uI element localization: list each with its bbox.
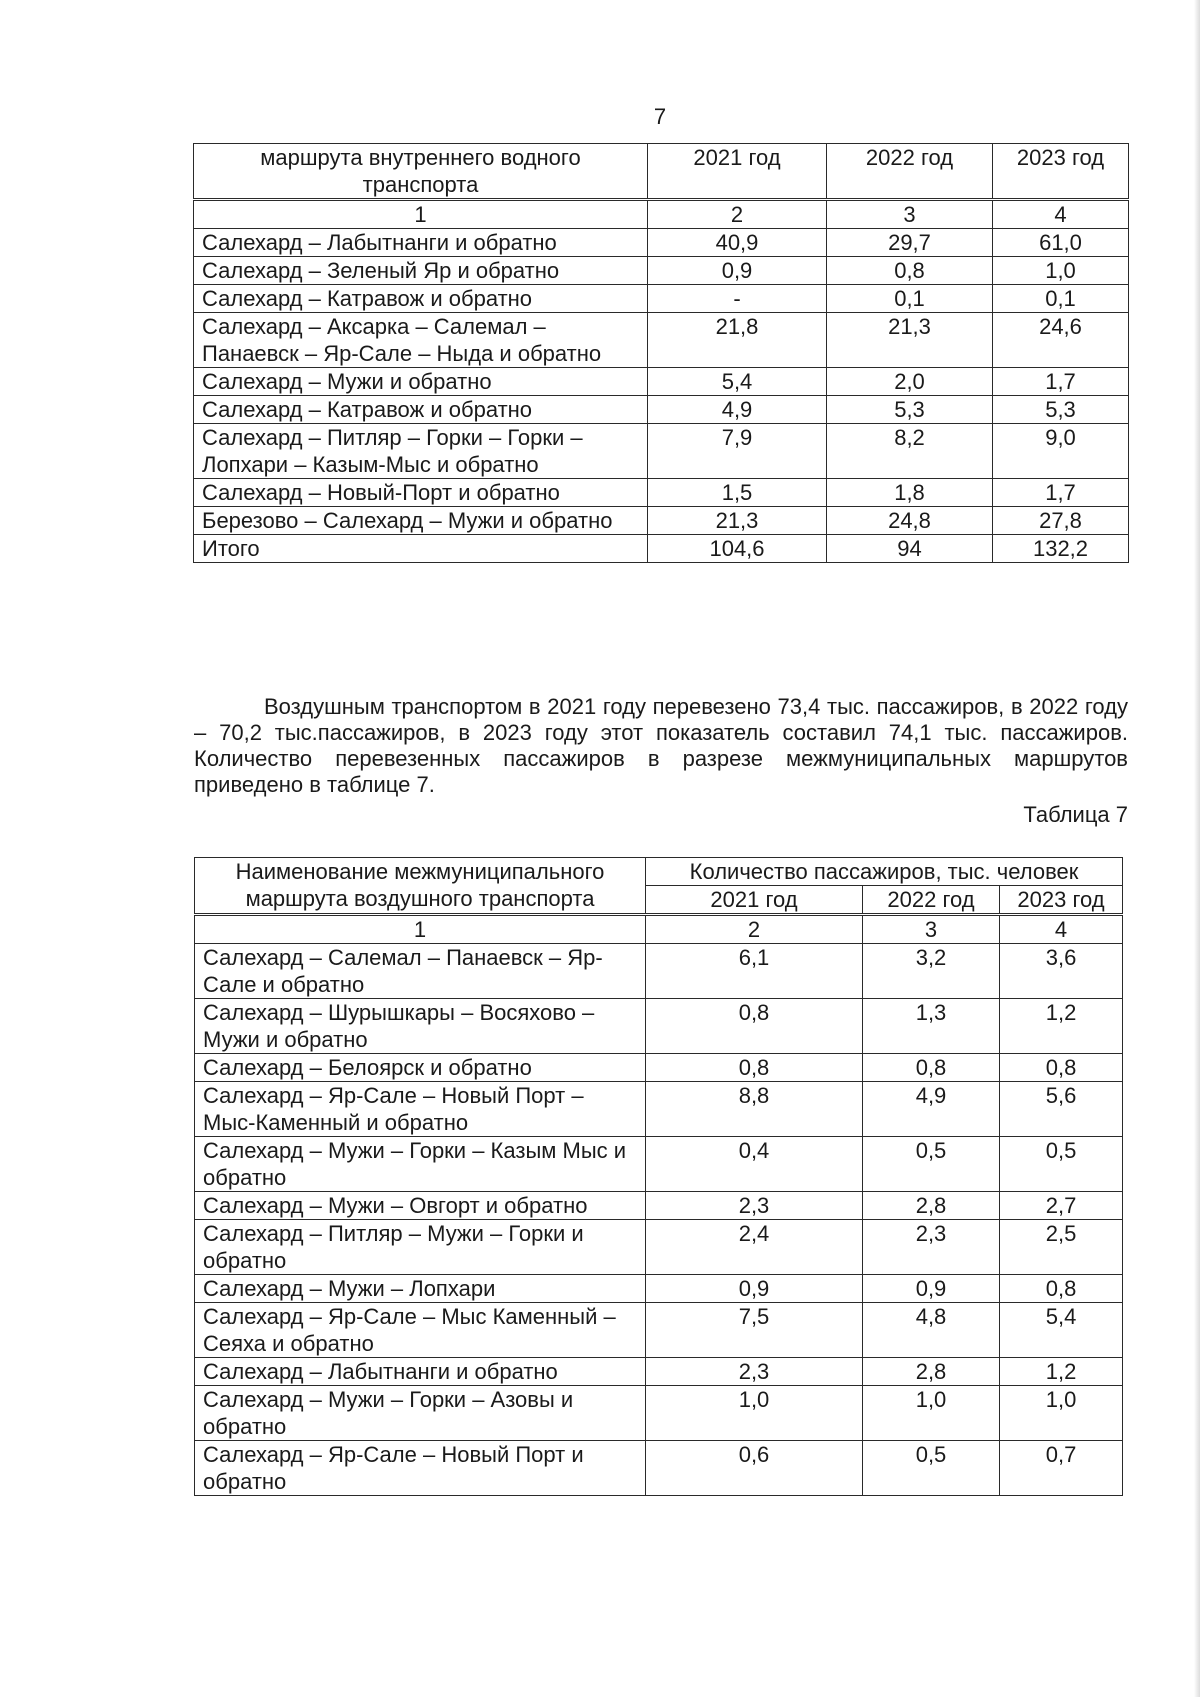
water-route-cell: Березово – Салехард – Мужи и обратно [194,507,648,535]
water-index-cell: 1 [194,200,648,229]
water-value-2021: - [648,285,827,313]
air-route-cell: Салехард – Мужи – Овгорт и обратно [195,1192,646,1220]
water-value-2023: 9,0 [993,424,1129,479]
water-index-cell: 3 [827,200,993,229]
water-value-2023: 27,8 [993,507,1129,535]
page-edge-shadow [1194,0,1200,1697]
air-value-2022: 0,9 [863,1275,1000,1303]
water-value-2022: 24,8 [827,507,993,535]
air-value-2022: 2,8 [863,1358,1000,1386]
air-value-2023: 3,6 [1000,944,1123,999]
water-value-2021: 5,4 [648,368,827,396]
air-route-cell: Салехард – Салемал – Панаевск – Яр-Сале и обратно [195,944,646,999]
air-value-2022: 0,5 [863,1441,1000,1496]
table-row [195,1054,1123,1082]
table-row [194,396,1129,424]
table-row [195,1441,1123,1496]
air-value-2023: 0,5 [1000,1137,1123,1192]
water-value-2021: 104,6 [648,535,827,563]
table-row [194,535,1129,563]
air-value-2023: 0,7 [1000,1441,1123,1496]
air-value-2022: 4,8 [863,1303,1000,1358]
air-value-2023: 2,7 [1000,1192,1123,1220]
air-header-2023: 2023 год [1000,886,1123,915]
table-row [195,1082,1123,1137]
water-value-2023: 0,1 [993,285,1129,313]
air-value-2022: 0,5 [863,1137,1000,1192]
table-caption: Таблица 7 [1023,802,1128,827]
water-transport-table [193,143,1129,563]
air-route-cell: Салехард – Мужи – Горки – Азовы и обратно [195,1386,646,1441]
water-header-2023: 2023 год [993,144,1129,200]
water-value-2022: 21,3 [827,313,993,368]
air-value-2022: 2,3 [863,1220,1000,1275]
air-route-cell: Салехард – Белоярск и обратно [195,1054,646,1082]
water-index-cell: 4 [993,200,1129,229]
air-route-cell: Салехард – Питляр – Мужи – Горки и обратно [195,1220,646,1275]
water-value-2021: 0,9 [648,257,827,285]
air-route-cell: Салехард – Шурышкары – Восяхово – Мужи и обратно [195,999,646,1054]
air-value-2021: 2,3 [646,1358,863,1386]
water-value-2021: 40,9 [648,229,827,257]
air-value-2022: 1,0 [863,1386,1000,1441]
air-value-2022: 2,8 [863,1192,1000,1220]
air-value-2021: 6,1 [646,944,863,999]
water-value-2021: 1,5 [648,479,827,507]
air-value-2022: 4,9 [863,1082,1000,1137]
table-row [194,257,1129,285]
water-route-cell: Салехард – Лабытнанги и обратно [194,229,648,257]
water-value-2023: 61,0 [993,229,1129,257]
water-index-cell: 2 [648,200,827,229]
air-table-header-row-1 [195,858,1123,886]
air-value-2022: 1,3 [863,999,1000,1054]
table-row [194,285,1129,313]
water-value-2023: 1,7 [993,479,1129,507]
air-route-cell: Салехард – Яр-Сале – Новый Порт и обратно [195,1441,646,1496]
water-header-route: маршрута внутреннего водного транспорта [194,144,648,200]
water-value-2022: 8,2 [827,424,993,479]
air-value-2023: 0,8 [1000,1054,1123,1082]
air-route-cell: Салехард – Мужи – Горки – Казым Мыс и обратно [195,1137,646,1192]
air-route-cell: Салехард – Лабытнанги и обратно [195,1358,646,1386]
air-value-2021: 8,8 [646,1082,863,1137]
air-value-2021: 0,6 [646,1441,863,1496]
water-value-2023: 5,3 [993,396,1129,424]
air-index-cell: 3 [863,915,1000,944]
water-route-cell: Итого [194,535,648,563]
air-index-cell: 4 [1000,915,1123,944]
water-value-2023: 132,2 [993,535,1129,563]
air-value-2021: 0,4 [646,1137,863,1192]
water-value-2022: 29,7 [827,229,993,257]
water-route-cell: Салехард – Питляр – Горки – Горки – Лопхари – Казым-Мыс и обратно [194,424,648,479]
table-row [195,1275,1123,1303]
air-value-2023: 1,0 [1000,1386,1123,1441]
water-value-2023: 24,6 [993,313,1129,368]
water-value-2023: 1,0 [993,257,1129,285]
air-value-2021: 2,3 [646,1192,863,1220]
air-value-2021: 2,4 [646,1220,863,1275]
water-value-2022: 0,8 [827,257,993,285]
air-route-cell: Салехард – Мужи – Лопхари [195,1275,646,1303]
water-route-cell: Салехард – Новый-Порт и обратно [194,479,648,507]
table-row [195,1137,1123,1192]
table-row [194,368,1129,396]
table-row [194,424,1129,479]
table-row [195,999,1123,1054]
water-route-cell: Салехард – Зеленый Яр и обратно [194,257,648,285]
table-row [194,507,1129,535]
water-value-2022: 5,3 [827,396,993,424]
water-value-2021: 7,9 [648,424,827,479]
water-route-cell: Салехард – Мужи и обратно [194,368,648,396]
air-value-2021: 0,9 [646,1275,863,1303]
water-value-2022: 94 [827,535,993,563]
air-value-2021: 1,0 [646,1386,863,1441]
air-value-2022: 3,2 [863,944,1000,999]
air-route-cell: Салехард – Яр-Сале – Новый Порт – Мыс-Каменный и обратно [195,1082,646,1137]
table-row [195,1192,1123,1220]
air-value-2022: 0,8 [863,1054,1000,1082]
air-header-route: Наименование межмуниципального маршрута воздушного транспорта [195,858,646,915]
air-value-2021: 7,5 [646,1303,863,1358]
air-value-2023: 5,4 [1000,1303,1123,1358]
water-route-cell: Салехард – Катравож и обратно [194,396,648,424]
table-row [194,229,1129,257]
table-row [194,479,1129,507]
air-header-group: Количество пассажиров, тыс. человек [646,858,1123,886]
water-value-2021: 4,9 [648,396,827,424]
air-value-2023: 2,5 [1000,1220,1123,1275]
air-value-2023: 1,2 [1000,1358,1123,1386]
air-value-2021: 0,8 [646,1054,863,1082]
table-row [194,313,1129,368]
table-row [195,1303,1123,1358]
water-value-2021: 21,3 [648,507,827,535]
air-value-2021: 0,8 [646,999,863,1054]
air-value-2023: 5,6 [1000,1082,1123,1137]
air-header-2022: 2022 год [863,886,1000,915]
water-value-2023: 1,7 [993,368,1129,396]
water-value-2022: 2,0 [827,368,993,396]
air-value-2023: 0,8 [1000,1275,1123,1303]
air-value-2023: 1,2 [1000,999,1123,1054]
table-row [195,1358,1123,1386]
air-route-cell: Салехард – Яр-Сале – Мыс Каменный – Сеяха и обратно [195,1303,646,1358]
air-transport-paragraph: Воздушным транспортом в 2021 году перевезено 73,4 тыс. пассажиров, в 2022 году – 70,2 тыс.пассажиров, в 2023 году этот показатель составил 74,1 тыс. пассажиров. Количество перевезенных пассажиров в разрезе межмуниципальных маршрутов приведено в таблице 7. [194,694,1128,797]
water-value-2022: 1,8 [827,479,993,507]
table-row [195,944,1123,999]
air-index-row [195,915,1123,944]
air-transport-table [194,857,1123,1496]
water-value-2022: 0,1 [827,285,993,313]
table-row [195,1220,1123,1275]
water-route-cell: Салехард – Аксарка – Салемал – Панаевск – Яр-Сале – Ныда и обратно [194,313,648,368]
water-header-2022: 2022 год [827,144,993,200]
water-route-cell: Салехард – Катравож и обратно [194,285,648,313]
water-header-2021: 2021 год [648,144,827,200]
table-row [195,1386,1123,1441]
water-table-header-row [194,144,1129,200]
water-value-2021: 21,8 [648,313,827,368]
air-index-cell: 2 [646,915,863,944]
page-number: 7 [653,104,667,129]
air-header-2021: 2021 год [646,886,863,915]
water-index-row [194,200,1129,229]
air-index-cell: 1 [195,915,646,944]
